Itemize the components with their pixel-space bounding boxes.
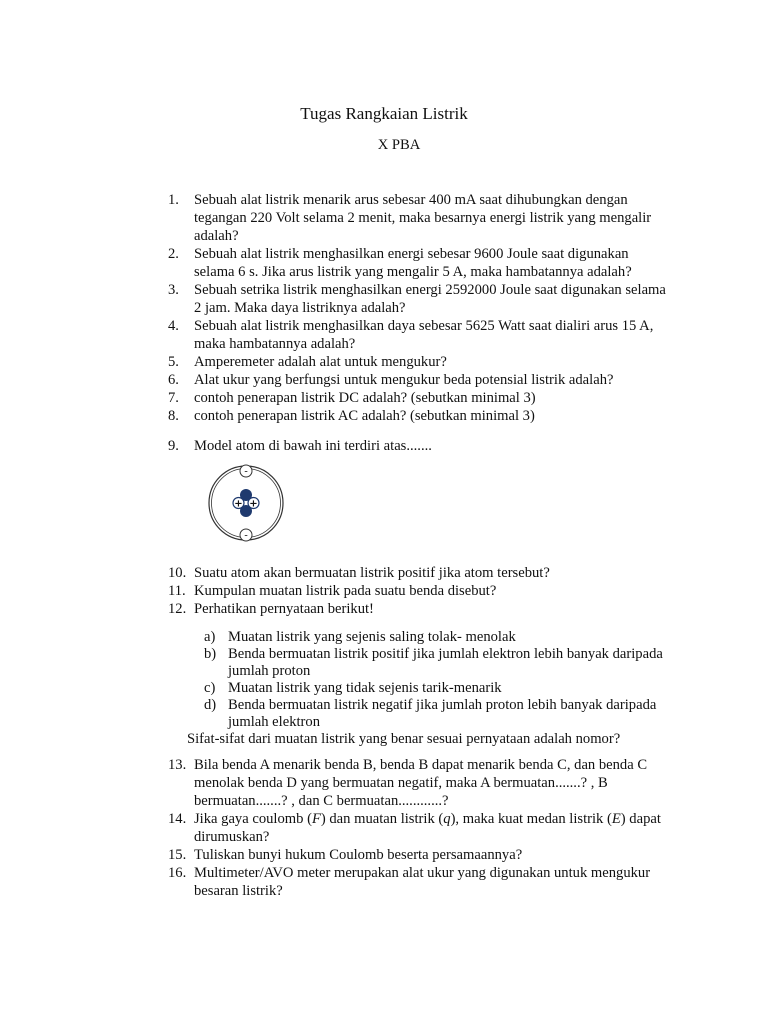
atom-model-figure: [200, 462, 292, 544]
question-list: [168, 191, 668, 425]
electron-bottom: [240, 529, 252, 542]
question-number: 14.: [168, 811, 187, 827]
document-title: Tugas Rangkaian Listrik: [300, 104, 468, 123]
statement-label: b): [204, 646, 217, 662]
question-item: [168, 371, 668, 389]
question-item: [168, 756, 668, 810]
question-item: [168, 281, 668, 317]
statement-label: d): [204, 697, 217, 713]
variable-symbol: E: [611, 811, 621, 827]
question-list: [168, 564, 668, 618]
statement-text: Benda bermuatan listrik positif jika jumlah elektron lebih banyak daripada jumlah proton: [228, 646, 663, 679]
electron-sign: -: [244, 530, 248, 542]
question-text: Sebuah alat listrik menarik arus sebesar 400 mA saat dihubungkan dengan tegangan 220 Volt selama 2 menit, maka besarnya energi listrik yang mengalir adalah?: [194, 192, 652, 244]
question-text: Suatu atom akan bermuatan listrik positif jika atom tersebut?: [194, 565, 550, 581]
question-text: Sebuah alat listrik menghasilkan energi sebesar 9600 Joule saat digunakan selama 6 s. Jika arus listrik yang mengalir 5 A, maka hambatannya adalah?: [194, 246, 632, 280]
question-number: 6.: [168, 372, 179, 388]
statement-list: [204, 629, 664, 731]
question-12-prompt: Sifat-sifat dari muatan listrik yang benar sesuai pernyataan adalah nomor?: [187, 731, 621, 747]
question-number: 13.: [168, 757, 187, 773]
question-item: [168, 407, 668, 425]
question-number: 11.: [168, 583, 186, 599]
statement-text: Muatan listrik yang sejenis saling tolak- menolak: [228, 629, 516, 645]
question-item: [168, 389, 668, 407]
question-text: Bila benda A menarik benda B, benda B dapat menarik benda C, dan benda C menolak benda D yang bermuatan negatif, maka A bermuatan.......? , B bermuatan.......? , dan C bermuatan............?: [194, 757, 648, 809]
question-item: [168, 353, 668, 371]
question-number: 3.: [168, 282, 179, 298]
question-text-part: ) dan muatan listrik (: [320, 811, 444, 827]
statement-text: Benda bermuatan listrik negatif jika jumlah proton lebih banyak daripada jumlah elektron: [228, 697, 657, 730]
question-text: Multimeter/AVO meter merupakan alat ukur yang digunakan untuk mengukur besaran listrik?: [194, 865, 651, 899]
question-number: 4.: [168, 318, 179, 334]
question-number: 15.: [168, 847, 187, 863]
question-text: Sebuah setrika listrik menghasilkan energi 2592000 Joule saat digunakan selama 2 jam. Maka daya listriknya adalah?: [194, 282, 666, 316]
question-text: Sebuah alat listrik menghasilkan daya sebesar 5625 Watt saat dialiri arus 15 A, maka hambatannya adalah?: [194, 318, 654, 352]
question-text: contoh penerapan listrik DC adalah? (sebutkan minimal 3): [194, 390, 536, 406]
question-text: [194, 811, 661, 845]
question-item: [168, 810, 668, 846]
question-text: Perhatikan pernyataan berikut!: [194, 601, 374, 617]
question-text: contoh penerapan listrik AC adalah? (sebutkan minimal 3): [194, 408, 535, 424]
question-text: Alat ukur yang berfungsi untuk mengukur beda potensial listrik adalah?: [194, 372, 614, 388]
question-item: [168, 864, 668, 900]
statement-item: [204, 697, 664, 731]
proton-sign: +: [234, 498, 243, 510]
question-item: [168, 317, 668, 353]
electron-top: [240, 465, 252, 478]
atom-nucleus: [233, 489, 259, 517]
question-number: 12.: [168, 601, 187, 617]
question-text: Kumpulan muatan listrik pada suatu benda disebut?: [194, 583, 497, 599]
question-list: [168, 756, 668, 900]
question-item: [168, 600, 668, 618]
question-text: Tuliskan bunyi hukum Coulomb beserta persamaannya?: [194, 847, 523, 863]
question-text-part: ) dapat dirumuskan?: [194, 811, 661, 845]
document-subtitle: X PBA: [377, 137, 421, 153]
question-item: [168, 564, 668, 582]
question-text: Model atom di bawah ini terdiri atas.......: [194, 438, 432, 454]
question-number: 2.: [168, 246, 179, 262]
question-number: 1.: [168, 192, 179, 208]
statement-item: [204, 629, 664, 646]
statement-item: [204, 680, 664, 697]
question-number: 7.: [168, 390, 179, 406]
proton-sign: +: [249, 498, 258, 510]
question-item: [168, 846, 668, 864]
variable-symbol: F: [311, 811, 321, 827]
question-item: [168, 582, 668, 600]
variable-symbol: q: [443, 811, 451, 827]
question-item: [168, 437, 668, 455]
question-list: [168, 437, 668, 455]
question-text-part: ), maka kuat medan listrik (: [450, 811, 612, 827]
question-number: 10.: [168, 565, 187, 581]
question-item: [168, 245, 668, 281]
statement-text: Muatan listrik yang tidak sejenis tarik-menarik: [228, 680, 502, 696]
question-text: Amperemeter adalah alat untuk mengukur?: [194, 354, 447, 370]
question-number: 9.: [168, 438, 179, 454]
statement-label: c): [204, 680, 216, 696]
electron-sign: -: [244, 466, 248, 478]
question-number: 16.: [168, 865, 187, 881]
question-text-part: Jika gaya coulomb (: [194, 811, 312, 827]
question-item: [168, 191, 668, 245]
question-number: 8.: [168, 408, 179, 424]
statement-item: [204, 646, 664, 680]
question-number: 5.: [168, 354, 179, 370]
statement-label: a): [204, 629, 216, 645]
